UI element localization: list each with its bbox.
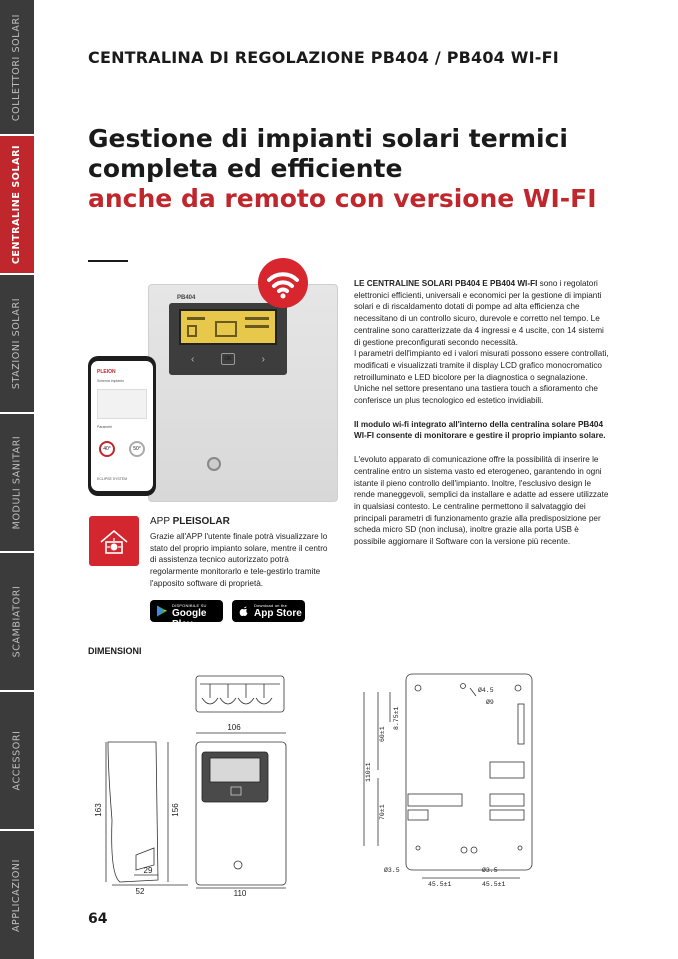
tab-applicazioni[interactable] (0, 831, 34, 959)
paragraph-lead: LE CENTRALINE SOLARI PB404 E PB404 WI-FI (354, 279, 538, 288)
tab-scambiatori[interactable] (0, 553, 34, 692)
chevron-left-icon: ‹ (191, 353, 195, 365)
app-screen-text: ECLIPSE SYSTEM (97, 477, 128, 481)
app-title-prefix: APP (150, 516, 173, 527)
tab-label: CENTRALINE SOLARI (11, 144, 23, 265)
page-header-title: CENTRALINA DI REGOLAZIONE PB404 / PB404 WI-FI (88, 48, 559, 67)
wifi-icon (258, 258, 308, 308)
dim-70: 70±1 (379, 804, 386, 820)
paragraph (354, 419, 610, 442)
divider (88, 260, 128, 262)
dim-29: 29 (143, 866, 153, 875)
dim-163: 163 (94, 803, 103, 817)
app-screen-text: Parametri (97, 425, 113, 429)
app-store-button[interactable] (232, 600, 305, 622)
dim-8: 8.75±1 (393, 706, 400, 730)
headline (88, 124, 597, 214)
app-gauge: 50° (129, 441, 145, 457)
lcd-display (179, 309, 277, 345)
paragraph-highlight: Il modulo wi-fi integrato all'interno della centralina solare PB404 WI-FI consente di monitorare e gestire il proprio impianto solare. (354, 419, 606, 441)
smartphone-app-preview (88, 356, 156, 496)
paragraph-text: sono i regolatori elettronici efficienti, universali e economici per la gestione di impianti solari e di riscaldamento dotati di pompe ad alta efficienza che necessitano di un controllo sicuro, durevole e corretto nel tempo. Le centraline sono caratterizzate da 4 ingressi e 4 uscite, con 14 sistemi di gestione preconfigurati secondo necessità. (354, 279, 604, 347)
apple-icon (238, 605, 250, 617)
store-small-label: DISPONIBILE SU (172, 603, 207, 608)
dim-phi9: Ø9 (486, 699, 494, 706)
dim-52: 52 (135, 887, 145, 896)
headline-line-2: completa ed efficiente (88, 154, 403, 183)
tab-label: STAZIONI SOLARI (11, 297, 23, 390)
dim-phi35: Ø3.5 (482, 867, 498, 874)
dimension-drawings (88, 670, 568, 902)
app-icon (89, 516, 139, 566)
paragraph: L'evoluto apparato di comunicazione offre la possibilità di inserire le centraline entro un sistema vasto ed eterogeneo, garantendo in ogni istante il pieno controllo dell'impianto. Inoltre, l'esclusivo design le rende maneggevoli, semplici da installare e adatte ad essere utilizzate in qualsiasi contesto. Le centraline permettono il salvataggio dei principali parametri di funzionamento grazie alla predisposizione per scheda micro SD (non inclusa), inoltre grazie alla porta USB è possibile aggiornare il Software con la versione più recente. (354, 455, 609, 547)
dim-106: 106 (227, 723, 241, 732)
app-screen-text: Schema impianto (97, 379, 125, 383)
app-title (150, 516, 230, 527)
google-play-icon (156, 605, 168, 617)
google-play-button[interactable] (150, 600, 223, 630)
section-sidebar (0, 0, 34, 959)
store-small-label: Download on the (254, 603, 288, 608)
app-description: Grazie all'APP l'utente finale potrà visualizzare lo stato del proprio impianto solare, mentre il centro di assistenza tecnico autorizzato potrà regolarmente monitorarlo e tele-gestirlo tramite l'apposito software di proprietà. (150, 532, 328, 588)
dim-phi35: Ø3.5 (384, 867, 400, 874)
dimensions-label: DIMENSIONI (88, 646, 142, 656)
app-logo: PLEION (97, 369, 116, 375)
headline-line-1: Gestione di impianti solari termici (88, 124, 568, 153)
paragraph (354, 278, 610, 407)
tab-label: MODULI SANITARI (11, 435, 23, 530)
dim-phi45: Ø4.5 (478, 687, 494, 694)
store-big-label: Google Play (172, 608, 207, 630)
tab-centraline-solari[interactable] (0, 136, 34, 275)
chevron-right-icon: › (261, 353, 265, 365)
touch-keypad (191, 351, 265, 367)
tab-label: ACCESSORI (11, 730, 23, 791)
dim-156: 156 (171, 803, 180, 817)
product-model-label: PB404 (177, 295, 196, 301)
tab-label: SCAMBIATORI (11, 585, 23, 658)
tab-label: COLLETTORI SOLARI (11, 13, 23, 121)
app-name: PLEISOLAR (172, 516, 230, 527)
app-gauge: 40° (99, 441, 115, 457)
tab-label: APPLICAZIONI (11, 858, 23, 932)
dim-110b: 110±1 (365, 762, 372, 782)
tab-moduli-sanitari[interactable] (0, 414, 34, 553)
app-system-diagram (97, 389, 147, 419)
description-column (354, 278, 610, 560)
store-big-label: App Store (254, 608, 302, 619)
dim-45a: 45.5±1 (428, 881, 452, 888)
dim-60: 60±1 (379, 726, 386, 742)
dim-110: 110 (233, 889, 247, 898)
ok-key: OK (221, 353, 235, 365)
cable-gland (207, 457, 221, 471)
page-number: 64 (88, 911, 108, 927)
tab-accessori[interactable] (0, 692, 34, 831)
headline-line-3: anche da remoto con versione WI-FI (88, 184, 597, 213)
product-image-controller (148, 284, 338, 502)
tab-collettori-solari[interactable] (0, 0, 34, 136)
dim-45b: 45.5±1 (482, 881, 506, 888)
controller-front-panel (169, 303, 287, 375)
paragraph-text: I parametri dell'impianto ed i valori misurati possono essere controllati, modificati e visualizzati tramite il display LCD grafico monocromatico retroilluminato e LED bicolore per la diagnostica o segnalazione. Uniche nel settore presentano una tastiera touch a sfioramento che conferisce un plus tecnologico ed estetico invidiabili. (354, 349, 609, 406)
tab-stazioni-solari[interactable] (0, 275, 34, 414)
